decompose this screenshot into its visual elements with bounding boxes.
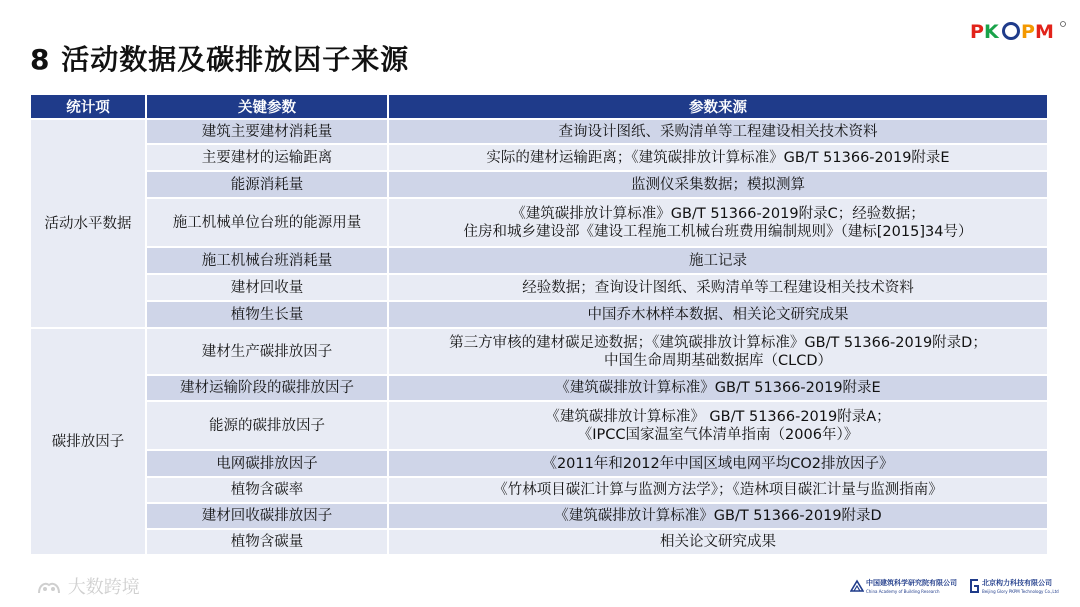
cabr-logo-icon [850, 579, 864, 593]
table-row [31, 329, 1049, 376]
source-line: 《建筑碳排放计算标准》 GB/T 51366-2019附录A； [545, 408, 891, 425]
data-source-table [31, 95, 1049, 556]
table-row [31, 248, 1049, 275]
source-cell: 中国乔木林样本数据、相关论文研究成果 [389, 302, 1049, 329]
source-cell: 《建筑碳排放计算标准》GB/T 51366-2019附录E [389, 376, 1049, 402]
svg-text:M: M [1035, 21, 1054, 42]
param-cell: 建材回收碳排放因子 [147, 504, 389, 530]
source-cell: 查询设计图纸、采购清单等工程建设相关技术资料 [389, 120, 1049, 145]
source-line: 住房和城乡建设部《建设工程施工机械台班费用编制规则》（建标[2015]34号） [463, 223, 973, 240]
source-line: 《建筑碳排放计算标准》GB/T 51366-2019附录C；经验数据； [511, 205, 925, 222]
watermark-logo-icon [36, 579, 62, 597]
param-cell: 植物生长量 [147, 302, 389, 329]
table-row [31, 120, 1049, 145]
source-cell: 《建筑碳排放计算标准》GB/T 51366-2019附录D [389, 504, 1049, 530]
param-cell: 施工机械台班消耗量 [147, 248, 389, 275]
param-cell: 植物含碳率 [147, 478, 389, 504]
source-cell [389, 329, 1049, 376]
param-cell: 建材生产碳排放因子 [147, 329, 389, 376]
table-row [31, 376, 1049, 402]
source-line: 《IPCC国家温室气体清单指南（2006年）》 [577, 426, 859, 443]
org1-name: 中国建筑科学研究院有限公司 [866, 579, 957, 587]
source-cell: 《竹林项目碳汇计算与监测方法学》；《造林项目碳汇计量与监测指南》 [389, 478, 1049, 504]
header-key-parameter: 关键参数 [147, 95, 389, 120]
org1-english: China Academy of Building Research [866, 589, 940, 594]
param-cell: 建材回收量 [147, 275, 389, 302]
param-cell: 建材运输阶段的碳排放因子 [147, 376, 389, 402]
table-row [31, 478, 1049, 504]
source-line: 中国生命周期基础数据库（CLCD） [604, 352, 832, 369]
org2-name: 北京构力科技有限公司 [982, 579, 1052, 587]
source-cell: 相关论文研究成果 [389, 530, 1049, 556]
param-cell: 植物含碳量 [147, 530, 389, 556]
param-cell: 主要建材的运输距离 [147, 145, 389, 172]
source-cell [389, 199, 1049, 248]
source-cell: 《2011年和2012年中国区域电网平均CO2排放因子》 [389, 451, 1049, 478]
param-cell: 施工机械单位台班的能源用量 [147, 199, 389, 248]
table-row [31, 451, 1049, 478]
source-line: 第三方审核的建材碳足迹数据；《建筑碳排放计算标准》GB/T 51366-2019附录D； [449, 334, 987, 351]
table-row [31, 199, 1049, 248]
table-row [31, 275, 1049, 302]
org2-english: Beijing Glory PKPM Technology Co.,Ltd [982, 589, 1059, 594]
glory-logo-icon [968, 578, 980, 594]
param-cell: 电网碳排放因子 [147, 451, 389, 478]
source-cell: 监测仪采集数据；模拟测算 [389, 172, 1049, 199]
pkpm-logo-icon [970, 20, 1068, 42]
pkpm-logo [970, 20, 1068, 42]
table-row [31, 172, 1049, 199]
table-row [31, 530, 1049, 556]
table-row [31, 302, 1049, 329]
svg-text:P: P [970, 21, 984, 42]
page-title: 8 活动数据及碳排放因子来源 [30, 43, 410, 76]
table-row [31, 402, 1049, 451]
param-cell: 建筑主要建材消耗量 [147, 120, 389, 145]
param-cell: 能源消耗量 [147, 172, 389, 199]
footer-organizations [850, 577, 1074, 599]
source-cell [389, 402, 1049, 451]
table-row [31, 504, 1049, 530]
svg-text:P: P [1021, 21, 1035, 42]
watermark-text: 大数跨境 [67, 577, 140, 598]
watermark [36, 573, 140, 599]
header-category: 统计项 [31, 95, 147, 120]
svg-text:K: K [984, 21, 999, 42]
source-cell: 实际的建材运输距离；《建筑碳排放计算标准》GB/T 51366-2019附录E [389, 145, 1049, 172]
source-cell: 施工记录 [389, 248, 1049, 275]
table-row [31, 145, 1049, 172]
group-label-activity-data: 活动水平数据 [31, 120, 147, 329]
header-parameter-source: 参数来源 [389, 95, 1049, 120]
group-label-emission-factor: 碳排放因子 [31, 329, 147, 556]
table-header-row [31, 95, 1049, 120]
param-cell: 能源的碳排放因子 [147, 402, 389, 451]
source-cell: 经验数据；查询设计图纸、采购清单等工程建设相关技术资料 [389, 275, 1049, 302]
